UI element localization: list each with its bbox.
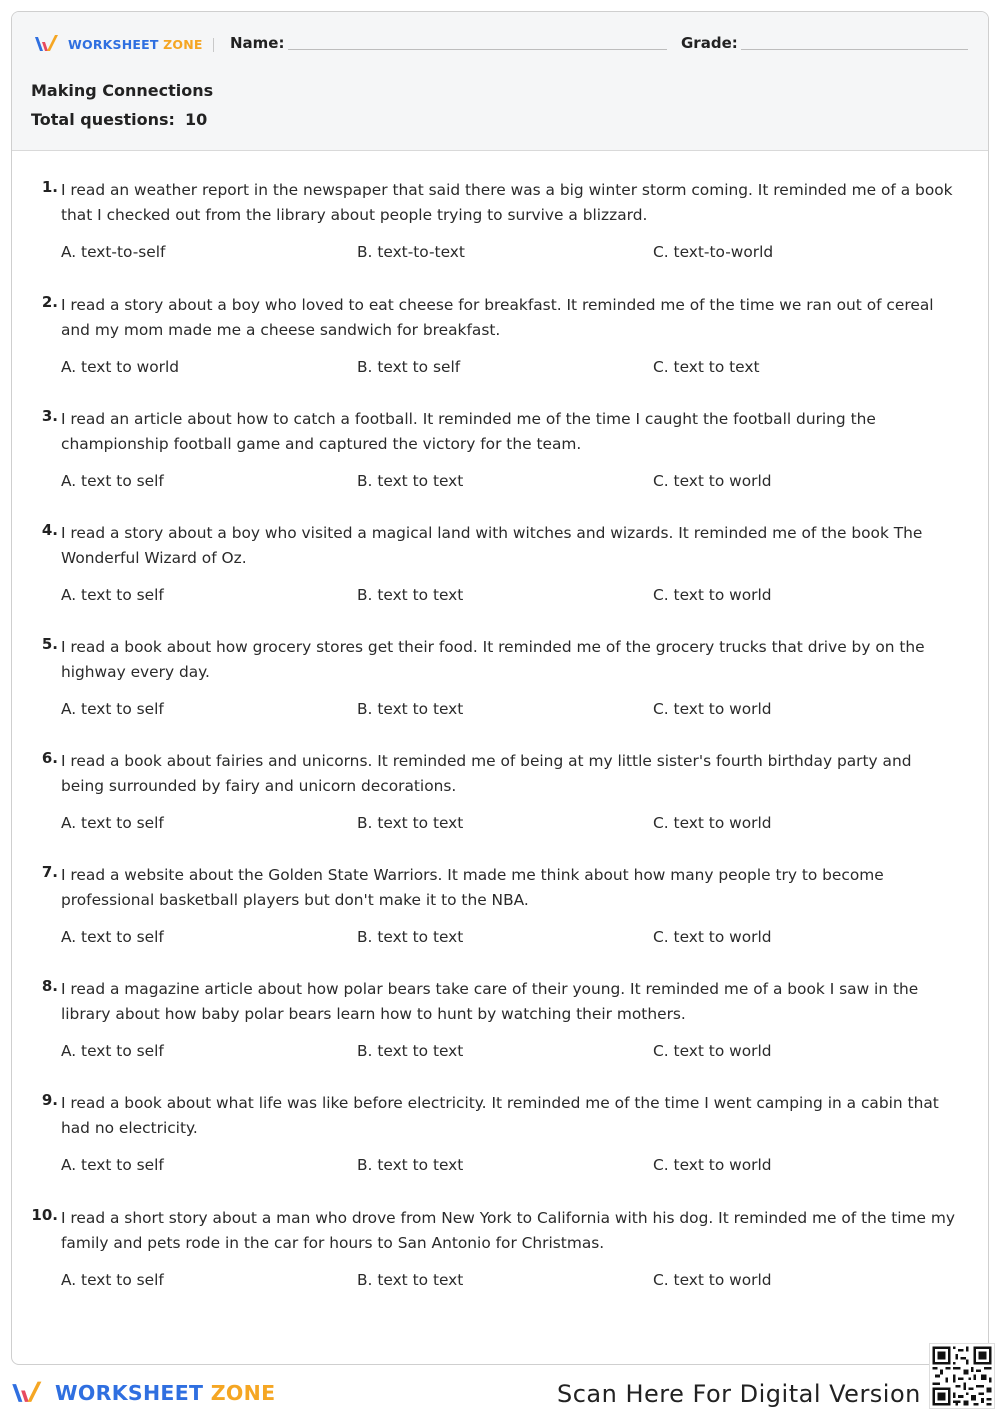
question-text: I read a book about how grocery stores get their food. It reminded me of the grocery trucks that drive by on the highway every day. [61,638,925,681]
brand-wordmark: WORKSHEET ZONE [68,36,203,52]
worksheet-sheet [11,11,989,1365]
question-text: I read a book about what life was like before electricity. It reminded me of the time I went camping in a cabin that had no electricity. [61,1094,939,1137]
option-c[interactable]: C. text to world [653,700,772,718]
option-a[interactable]: A. text to self [61,1271,164,1289]
option-c[interactable]: C. text to world [653,586,772,604]
question-number: 3. [41,407,58,425]
total-questions-value: 10 [184,110,208,129]
question-text: I read an weather report in the newspaper that said there was a big winter storm coming. It reminded me of a book that I checked out from the library about people trying to survive a blizzard. [61,181,953,224]
qr-code-icon[interactable] [929,1343,995,1409]
option-c[interactable]: C. text to world [653,1271,772,1289]
option-a[interactable]: A. text to self [61,472,164,490]
question-text: I read a story about a boy who loved to eat cheese for breakfast. It reminded me of the time we ran out of cereal and my mom made me a cheese sandwich for breakfast. [61,296,934,339]
option-a[interactable]: A. text to self [61,700,164,718]
option-b[interactable]: B. text to text [357,814,464,832]
option-a[interactable]: A. text-to-self [61,243,166,261]
question-text: I read a book about fairies and unicorns. It reminded me of being at my little sister's fourth birthday party and being surrounded by fairy and unicorn decorations. [61,752,912,795]
total-questions [31,110,207,129]
option-a[interactable]: A. text to self [61,1042,164,1060]
question-number: 7. [41,863,58,881]
question-item [12,1091,988,1201]
brand-logo [34,34,203,54]
option-b[interactable]: B. text to text [357,586,464,604]
question-text: I read a story about a boy who visited a magical land with witches and wizards. It reminded me of the book The Wonderful Wizard of Oz. [61,524,923,567]
question-item [12,407,988,517]
question-text: I read an article about how to catch a football. It reminded me of the time I caught the football during the championship football game and captured the victory for the team. [61,410,876,453]
option-b[interactable]: B. text to text [357,700,464,718]
option-a[interactable]: A. text to self [61,928,164,946]
option-b[interactable]: B. text to text [357,928,464,946]
question-item [12,521,988,631]
option-c[interactable]: C. text to text [653,358,760,376]
option-b[interactable]: B. text to text [357,1042,464,1060]
question-item [12,749,988,859]
question-number: 8. [41,977,58,995]
header-separator [213,38,214,52]
option-c[interactable]: C. text-to-world [653,243,774,261]
question-text: I read a short story about a man who drove from New York to California with his dog. It reminded me of the time my family and pets rode in the car for hours to San Antonio for Christmas. [61,1209,955,1252]
footer-brand-wordmark: WORKSHEET ZONE [55,1381,276,1405]
option-c[interactable]: C. text to world [653,928,772,946]
option-b[interactable]: B. text-to-text [357,243,465,261]
question-number: 4. [41,521,58,539]
option-b[interactable]: B. text to self [357,358,461,376]
question-number: 2. [41,293,58,311]
option-c[interactable]: C. text to world [653,472,772,490]
option-b[interactable]: B. text to text [357,472,464,490]
option-c[interactable]: C. text to world [653,814,772,832]
name-field[interactable] [288,49,667,50]
option-a[interactable]: A. text to self [61,586,164,604]
question-item [12,863,988,973]
question-item [12,293,988,403]
footer-brand-logo [11,1379,275,1407]
scan-caption: Scan Here For Digital Version [557,1380,921,1408]
question-text: I read a website about the Golden State Warriors. It made me think about how many people try to become professional basketball players but don't make it to the NBA. [61,866,884,909]
question-item [12,1206,988,1316]
option-a[interactable]: A. text to self [61,814,164,832]
question-item [12,635,988,745]
grade-field[interactable] [741,49,968,50]
brand-w-icon [11,1379,49,1407]
name-label: Name: [230,34,285,52]
option-a[interactable]: A. text to self [61,1156,164,1174]
question-text: I read a magazine article about how polar bears take care of their young. It reminded me of a book I saw in the library about how baby polar bears learn how to hunt by watching their mothers. [61,980,919,1023]
total-questions-label: Total questions: [31,110,175,129]
option-a[interactable]: A. text to world [61,358,180,376]
worksheet-header [12,12,988,151]
question-number: 10. [31,1206,58,1224]
option-b[interactable]: B. text to text [357,1156,464,1174]
question-number: 6. [41,749,58,767]
option-c[interactable]: C. text to world [653,1156,772,1174]
question-number: 1. [41,178,58,196]
option-b[interactable]: B. text to text [357,1271,464,1289]
worksheet-title: Making Connections [31,81,214,100]
grade-label: Grade: [681,34,738,52]
question-number: 5. [41,635,58,653]
question-number: 9. [41,1091,58,1109]
question-item [12,178,988,288]
brand-w-icon [34,34,64,54]
option-c[interactable]: C. text to world [653,1042,772,1060]
question-item [12,977,988,1087]
